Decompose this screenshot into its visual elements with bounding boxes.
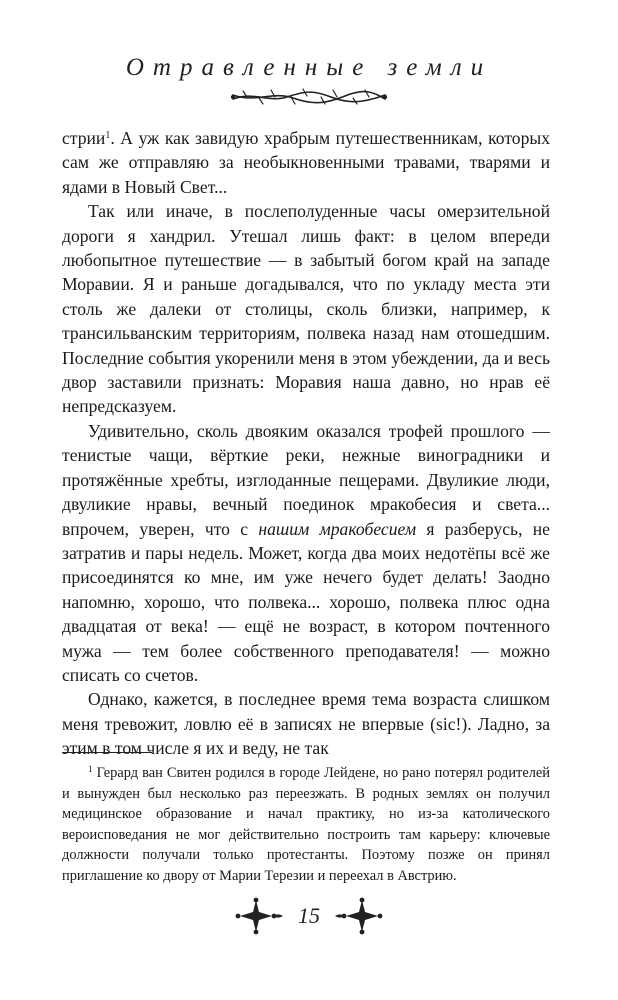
text-run: я разберусь, не затратив и пары недель. Может, когда два моих недотёпы всё же присоединятся ко мне, им уже нечего будет делать! Заодно напомню, хорошо, что полвека... хорошо, полвека плюс одна двадцатая от века! — ещё не возраст, в котором почтенного мужа — тем более собственного преподавателя! — можно списать со счетов. bbox=[62, 518, 550, 685]
text-run: Однако, кажется, в последнее время тема возраста слишком меня тревожит, ловлю её в записях не впервые (sic!). Ладно, за этим в том числе я их и веду, не так bbox=[62, 689, 550, 759]
running-title: Отравленные земли bbox=[125, 54, 493, 81]
footnote-marker: 1 bbox=[88, 764, 93, 774]
footnote-text: Герард ван Свитен родился в городе Лейдене, но рано потерял родителей и вынужден был несколько раз переезжать. В родных землях он получил медицинское образование и начал практику, но из-за католического вероисповедания не мог действительно построить там карьеру: ключевые должности получали только протестанты. Поэтому позже он принял приглашение ко двору от Марии Терезии и переехал в Австрию. bbox=[62, 765, 550, 884]
text-run: Так или иначе, в послеполуденные часы омерзительной дороги я хандрил. Утешал лишь факт: в целом впереди любопытное путешествие — в забытый богом край на западе Моравии. Я и раньше догадывался, что по укладу места эти столь же далеки от столицы, сколь близки, например, к трансильванским территориям, полвека назад нам отошедшим. Последние события укоренили меня в этом убеждении, да и весь двор заставили признать: Моравия наша давно, но нрав её непредсказуем. bbox=[62, 201, 550, 417]
footnote-reference: 1 bbox=[105, 130, 111, 141]
paragraph bbox=[62, 419, 550, 687]
page-header bbox=[0, 40, 618, 108]
thorn-vine-ornament-icon bbox=[229, 86, 389, 108]
footnote-divider bbox=[62, 752, 152, 753]
paragraph bbox=[62, 199, 550, 419]
page-number: 15 bbox=[298, 903, 320, 928]
page-footer bbox=[0, 896, 618, 936]
text-run: стрии bbox=[62, 128, 106, 148]
body-text bbox=[62, 126, 550, 761]
italic-phrase: нашим мракобесием bbox=[258, 518, 417, 539]
cross-flourish-icon-left bbox=[228, 896, 284, 936]
paragraph bbox=[62, 687, 550, 760]
text-run: . А уж как завидую храбрым путешественникам, которых сам же отправляю за необыкновенными травами, тварями и ядами в Новый Свет... bbox=[62, 128, 550, 197]
text-run: Удивительно, сколь двояким оказался трофей прошлого — тенистые чащи, вёрткие реки, нежные виноградники и протяжённые хребты, изглоданные пещерами. Двуликие люди, двуликие нравы, вечный поединок мракобесия и света... впрочем, уверен, что с bbox=[62, 420, 550, 539]
paragraph bbox=[62, 126, 550, 199]
footnote bbox=[62, 763, 550, 886]
cross-flourish-icon-right bbox=[334, 896, 390, 936]
